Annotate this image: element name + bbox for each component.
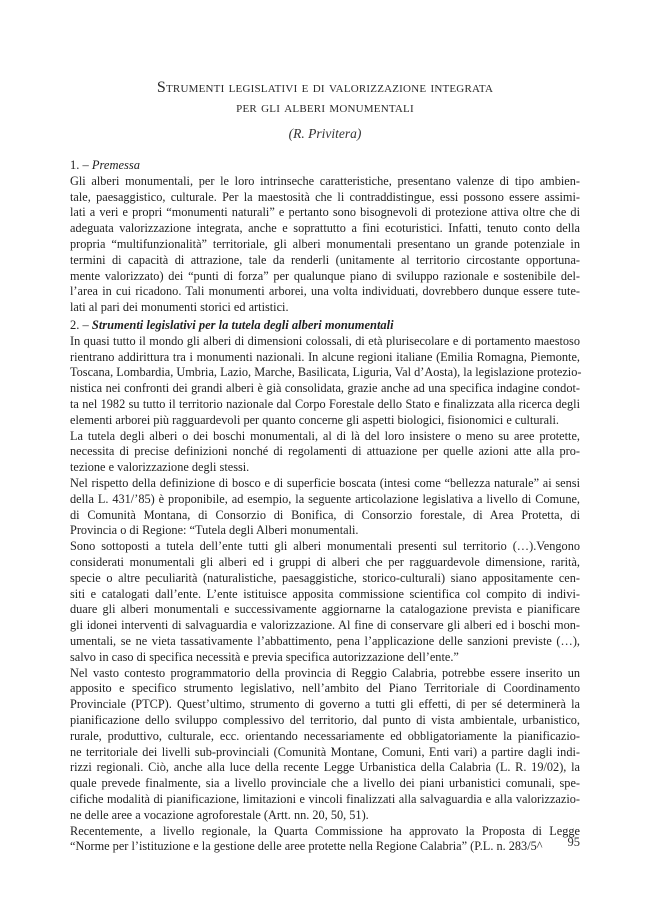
text-line: considerati monumentali gli alberi ed i gruppi di alberi che per ragguardevole dimensione, rarità,	[70, 554, 580, 569]
text-line: rurale, produttivo, culturale, ecc. orientando necessariamente ed obbligatoriamente la pianificazio-	[70, 728, 580, 743]
text-line: adeguata valorizzazione integrata, anche e soprattutto a fini ecoturistici. Infatti, tenuto conto della	[70, 221, 580, 236]
section-body	[70, 174, 580, 316]
text-line: mente valorizzato) dei “punti di forza” per qualunque piano di sviluppo razionale e sostenibile del-	[70, 268, 580, 283]
text-line: ta nel 1982 su tutto il territorio nazionale dal Corpo Forestale dello Stato e finalizzata alla ricerca degli	[70, 396, 580, 411]
text-line: Nel rispetto della definizione di bosco e di superficie boscata (intesi come “bellezza naturale” ai sensi	[70, 475, 580, 490]
text-line: duare gli alberi monumentali e successivamente aggiornarne la catalogazione prevista e pianificare	[70, 602, 580, 617]
text-line: Provincia o di Regione: “Tutela degli Alberi monumentali.	[70, 523, 359, 538]
text-line: tezione e valorizzazione degli stessi.	[70, 460, 250, 475]
text-line: cifiche modalità di pianificazione, limitazioni e vincoli finalizzati alla salvaguardia e alla valorizzazio-	[70, 791, 580, 806]
title-line-1: Strumenti legislativi e di valorizzazione integrata	[156, 79, 494, 96]
text-line: l’area in cui ricadono. Tali monumenti arborei, una volta individuati, dovrebbero dunque essere tute-	[70, 284, 580, 299]
text-line: di Comunità Montana, di Consorzio di Bonifica, di Consorzio forestale, di Area Protetta, di	[70, 507, 580, 522]
section-title: Premessa	[91, 158, 141, 172]
text-line: La tutela degli alberi o dei boschi monumentali, al di là del loro insistere o meno su aree protette,	[70, 428, 580, 443]
text-line: Recentemente, a livello regionale, la Quarta Commissione ha approvato la Proposta di Legge	[70, 823, 580, 838]
text-line: Sono sottoposti a tutela dell’ente tutti gli alberi monumentali presenti sul territorio (…).Vengono	[70, 539, 580, 554]
text-line: In quasi tutto il mondo gli alberi di dimensioni colossali, di età plurisecolare e di portamento maestoso	[70, 333, 580, 348]
section-number: 1. –	[70, 158, 89, 172]
text-line: pianificazione dello sviluppo complessivo del territorio, dal punto di vista ambientale, urbanistico,	[70, 712, 580, 727]
section-body	[70, 334, 580, 855]
text-line: specie o altre peculiarità (naturalistiche, paesaggistiche, storico-culturali) siano appositamente cen-	[70, 570, 580, 585]
text-line: ne delle aree a vocazione agroforestale (Artt. nn. 20, 50, 51).	[70, 807, 369, 822]
text-line: rientrano addirittura tra i monumenti nazionali. In alcune regioni italiane (Emilia Romagna, Piemonte,	[70, 349, 580, 364]
article-title	[60, 78, 590, 118]
text-line: lati a veri e propri “monumenti naturali” e pertanto sono bisognevoli di protezione attiva oltre che di	[70, 205, 580, 220]
section-premessa	[70, 158, 580, 316]
page-number: 95	[567, 835, 580, 849]
text-line: salvo in caso di specifica necessità e previa specifica autorizzazione dell’ente.”	[70, 649, 459, 664]
title-line-2: per gli alberi monumentali	[236, 99, 414, 116]
text-line: Gli alberi monumentali, per le loro intrinseche caratteristiche, presentano valenze di tipo ambien-	[70, 173, 580, 188]
text-line: siti e catalogati dall’ente. L’ente istituisce apposita commissione scientifica col compito di indivi-	[70, 586, 580, 601]
text-line: apposito e specifico strumento legislativo, nell’ambito del Piano Territoriale di Coordinamento	[70, 681, 580, 696]
text-line: tale, paesaggistico, culturale. Per la maestosità che li contraddistingue, essi possono essere assimi-	[70, 189, 580, 204]
text-line: quale prevede finalmente, sia a livello provinciale che a livello dei piani urbanistici comunali, spe-	[70, 776, 580, 791]
text-line: umentali, se ne vieta tassativamente l’abbattimento, pena l’applicazione delle sanzioni previste (…),	[70, 633, 580, 648]
section-heading	[70, 318, 580, 334]
text-line: ne territoriale dei livelli sub-provinciali (Comunità Montane, Comuni, Enti vari) a partire dagli indi-	[70, 744, 580, 759]
text-line: Toscana, Lombardia, Umbria, Lazio, Marche, Basilicata, Liguria, Val d’Aosta), la legislazione protezio-	[70, 365, 582, 380]
text-line: gli idonei interventi di salvaguardia e valorizzazione. Al fine di conservare gli alberi ed i boschi mon-	[70, 618, 580, 633]
text-line: nistica nei confronti dei grandi alberi è già consolidata, grazie anche ad una specifica indagine condot-	[70, 381, 580, 396]
text-line: della L. 431/’85) è proponibile, ad esempio, la seguente articolazione legislativa a livello di Comune,	[70, 491, 580, 506]
author-credit: (R. Privitera)	[288, 126, 362, 141]
text-line: necessita di precise definizioni nonché di regolamenti di attuazione per quelle azioni atte alla pro-	[70, 444, 580, 459]
text-line: Provinciale (PTCP). Quest’ultimo, strumento di governo a tutti gli effetti, di per sé determinerà la	[70, 697, 580, 712]
section-strumenti	[70, 318, 580, 855]
text-line: termini di capacità di attrazione, tale da renderli (unitamente al territorio circostante opportuna-	[70, 252, 580, 267]
text-line: elementi arborei più ragguardevoli per quanto concerne gli aspetti biologici, fisionomici e culturali.	[70, 412, 559, 427]
text-line: propria “multifunzionalità” territoriale, gli alberi monumentali presentano un grande potenziale in	[70, 236, 580, 251]
text-line: Nel vasto contesto programmatorio della provincia di Reggio Calabria, potrebbe essere inserito un	[70, 665, 580, 680]
text-line: “Norme per l’istituzione e la gestione delle aree protette nella Regione Calabria” (P.L. n. 283/5^	[70, 839, 543, 854]
section-number: 2. –	[70, 318, 89, 332]
text-line: lati al pari dei monumenti storici ed artistici.	[70, 300, 289, 315]
section-heading	[70, 158, 580, 174]
text-line: rizzi regionali. Ciò, anche alla luce della recente Legge Urbanistica della Calabria (L. R. 19/02), la	[70, 760, 580, 775]
section-title: Strumenti legislativi per la tutela degli alberi monumentali	[91, 318, 394, 332]
